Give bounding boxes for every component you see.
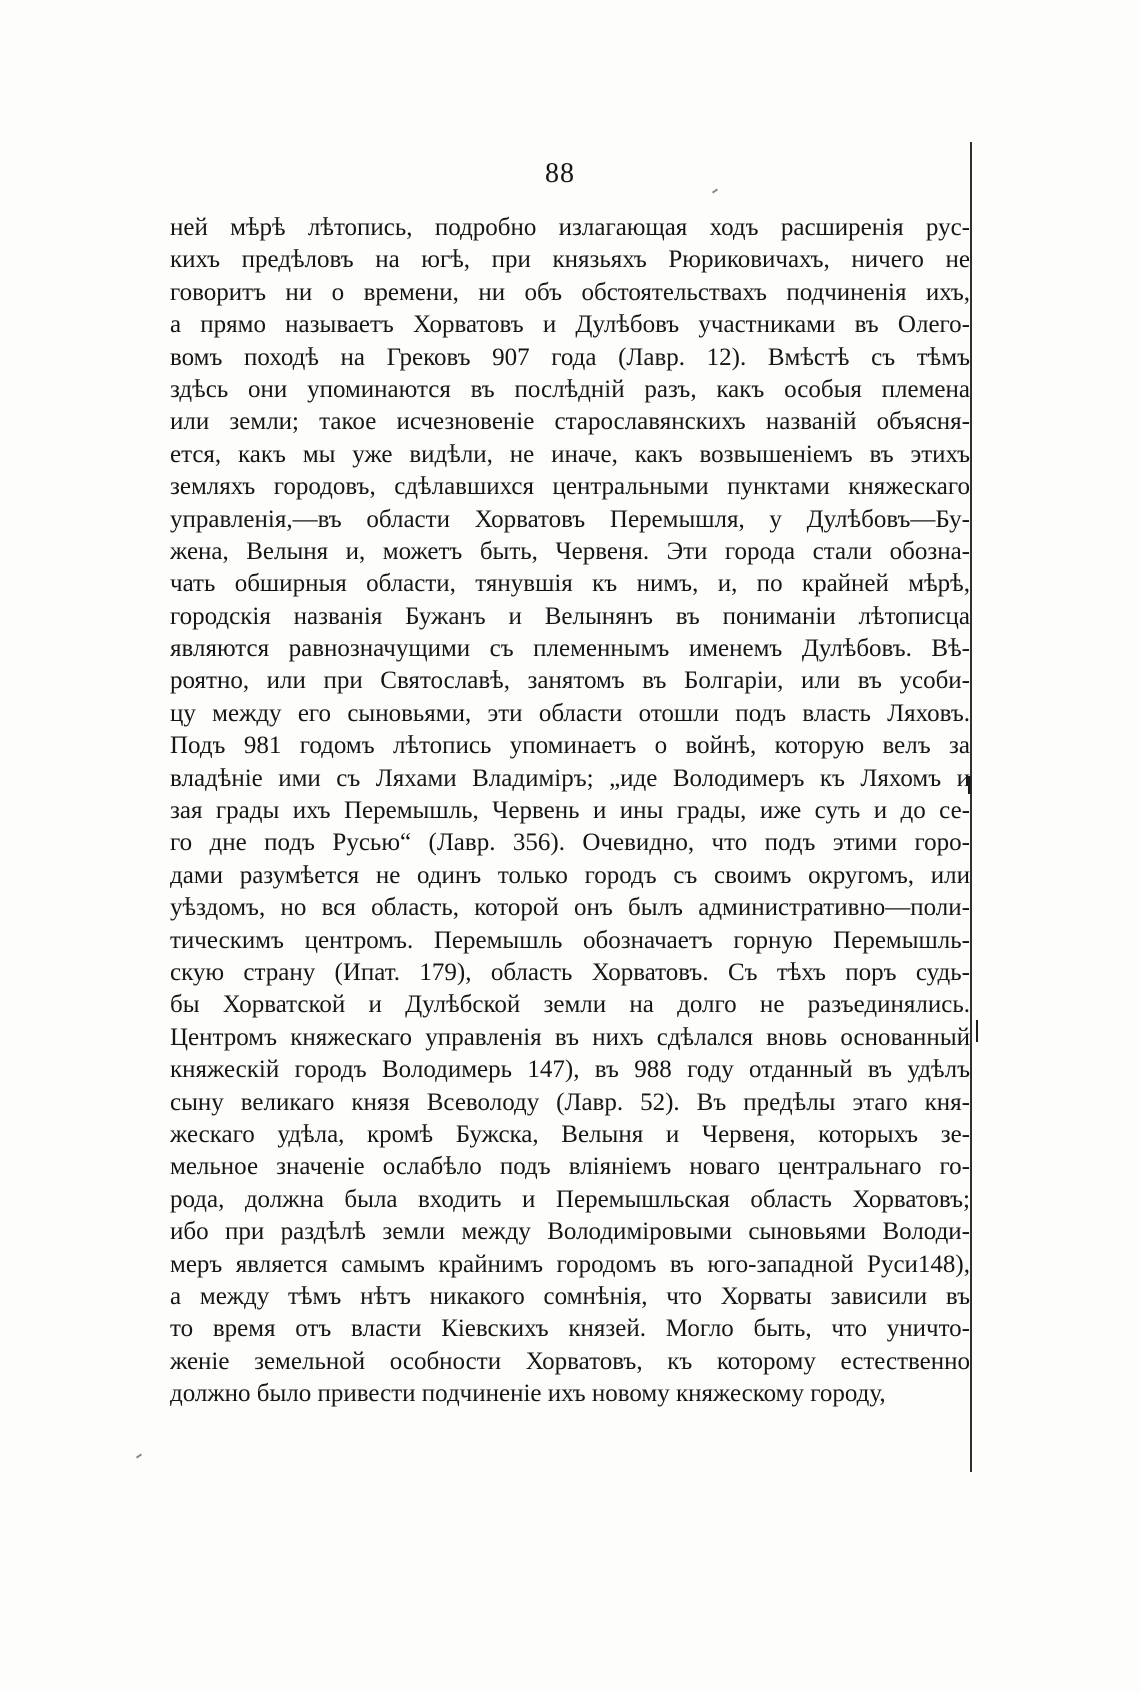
text-line: жена, Велыня и, можетъ быть, Червеня. Эти города стали обозна- [170,537,970,565]
text-line: Центромъ княжескаго управленія въ нихъ сдѣлался вновь основанный [170,1023,970,1051]
print-speck [712,188,718,193]
text-line: дами разумѣется не одинъ только городъ съ своимъ округомъ, или [170,861,970,889]
text-line: жескаго удѣла, кромѣ Бужска, Велыня и Червеня, которыхъ зе- [170,1120,970,1148]
page-number: 88 [545,158,575,189]
text-line: а прямо называетъ Хорватовъ и Дулѣбовъ участниками въ Олего- [170,311,970,339]
text-line: должно было привести подчиненіе ихъ новому княжескому городу, [170,1380,886,1408]
text-line: зая грады ихъ Перемышль, Червень и ины грады, иже суть и до се- [170,797,970,825]
text-line: вомъ походѣ на Грековъ 907 года (Лавр. 12). Вмѣстѣ съ тѣмъ [170,343,970,371]
text-line: уѣздомъ, но вся область, которой онъ былъ административно—поли- [170,894,970,922]
text-line: Подъ 981 годомъ лѣтопись упоминаетъ о войнѣ, которую велъ за [170,732,970,760]
text-line: городскія названія Бужанъ и Велынянъ въ пониманіи лѣтописца [170,602,970,630]
text-line: сыну великаго князя Всеволоду (Лавр. 52). Въ предѣлы этаго кня- [170,1088,970,1116]
text-line: говоритъ ни о времени, ни объ обстоятельствахъ подчиненія ихъ, [170,278,970,306]
text-line: меръ является самымъ крайнимъ городомъ въ юго-западной Руси148), [170,1250,970,1278]
right-margin-rule [970,142,972,1472]
margin-mark [976,1020,978,1042]
text-line: скую страну (Ипат. 179), область Хорватовъ. Съ тѣхъ поръ судь- [170,958,970,986]
text-line: тическимъ центромъ. Перемышль обозначаетъ горную Перемышль- [170,926,970,954]
text-line: цу между его сыновьями, эти области отошли подъ власть Ляховъ. [170,699,970,727]
text-line: мельное значеніе ослабѣло подъ вліяніемъ новаго центральнаго го- [170,1153,970,1181]
text-line: женіе земельной особности Хорватовъ, къ которому естественно [170,1347,970,1375]
text-line: являются равнозначущими съ племеннымъ именемъ Дулѣбовъ. Вѣ- [170,635,970,663]
text-line: кихъ предѣловъ на югѣ, при князьяхъ Рюриковичахъ, ничего не [170,246,970,274]
text-line: го дне подъ Русью“ (Лавр. 356). Очевидно, что подъ этими горо- [170,829,970,857]
print-speck [136,1453,142,1458]
text-line: ибо при раздѣлѣ земли между Володиміровыми сыновьями Володи- [170,1218,970,1246]
text-line: а между тѣмъ нѣтъ никакого сомнѣнія, что Хорваты зависили въ [170,1282,970,1310]
text-line: владѣніе ими съ Ляхами Владиміръ; „иде Володимеръ къ Ляхомъ и [170,764,970,792]
text-line: роятно, или при Святославѣ, занятомъ въ Болгаріи, или въ усоби- [170,667,970,695]
text-line: бы Хорватской и Дулѣбской земли на долго не разъединялись. [170,991,970,1019]
text-line: или земли; такое исчезновеніе старославянскихъ названій объясня- [170,408,970,436]
text-line: ется, какъ мы уже видѣли, не иначе, какъ возвышеніемъ въ этихъ [170,440,970,468]
text-line: здѣсь они упоминаются въ послѣдній разъ, какъ особыя племена [170,375,970,403]
text-line: княжескій городъ Володимерь 147), въ 988 году отданный въ удѣлъ [170,1056,970,1084]
body-text [170,212,970,1410]
text-line: чать обширныя области, тянувшія къ нимъ, и, по крайней мѣрѣ, [170,570,970,598]
text-line: земляхъ городовъ, сдѣлавшихся центральными пунктами княжескаго [170,473,970,501]
text-line: ней мѣрѣ лѣтопись, подробно излагающая ходъ расширенія рус- [170,214,970,241]
text-line: то время отъ власти Кіевскихъ князей. Могло быть, что уничто- [170,1315,970,1343]
text-line: рода, должна была входить и Перемышльская область Хорватовъ; [170,1185,970,1213]
text-line: управленія,—въ области Хорватовъ Перемышля, у Дулѣбовъ—Бу- [170,505,970,533]
